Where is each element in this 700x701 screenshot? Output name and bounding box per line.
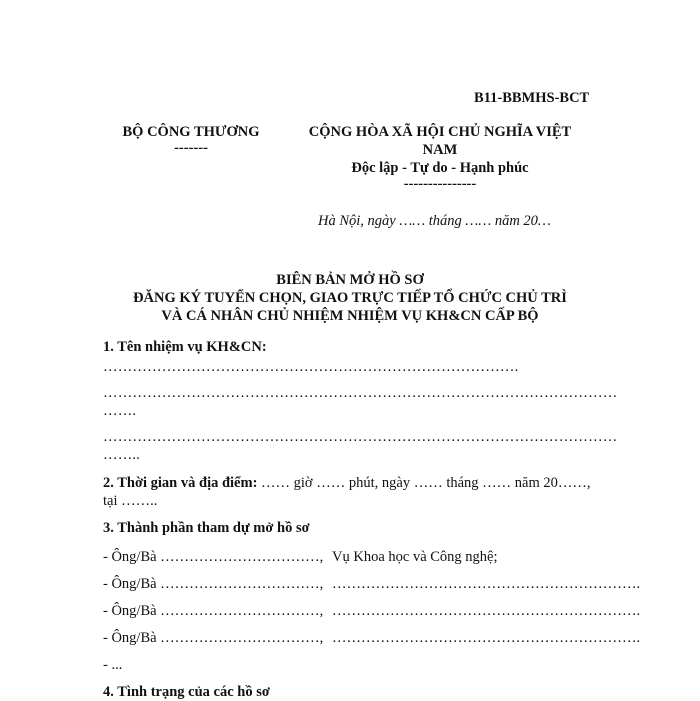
participant-row-unit: ………………………………………………………. bbox=[332, 603, 641, 619]
section3-heading: 3. Thành phần tham dự mở hồ sơ bbox=[103, 520, 310, 536]
doc-title-line1: BIÊN BẢN MỞ HỒ SƠ bbox=[276, 272, 424, 288]
place-date: Hà Nội, ngày …… tháng …… năm 20… bbox=[318, 213, 551, 229]
doc-title-line3: VÀ CÁ NHÂN CHỦ NHIỆM NHIỆM VỤ KH&CN CẤP BỘ bbox=[161, 308, 539, 324]
section1-heading: 1. Tên nhiệm vụ KH&CN: bbox=[103, 339, 267, 355]
participant-row-name: - Ông/Bà ……………………………, bbox=[103, 549, 324, 565]
task-name-line3-cont: …….. bbox=[103, 447, 141, 463]
place-line: tại …….. bbox=[103, 493, 158, 509]
ministry-rule: ------- bbox=[174, 140, 208, 156]
task-name-line3: …………………………………………………………………………………………… bbox=[103, 429, 618, 445]
task-name-line2-cont: ……. bbox=[103, 403, 137, 419]
time-place-line bbox=[103, 475, 591, 492]
time-place-text: …… giờ …… phút, ngày …… tháng …… năm 20……, bbox=[257, 475, 591, 491]
participant-row-unit: ………………………………………………………. bbox=[332, 630, 641, 646]
participant-row-name: - Ông/Bà ……………………………, bbox=[103, 576, 324, 592]
doc-title-line2: ĐĂNG KÝ TUYỂN CHỌN, GIAO TRỰC TIẾP TỔ CHỨC CHỦ TRÌ bbox=[133, 290, 567, 306]
ministry-name: BỘ CÔNG THƯƠNG bbox=[122, 124, 260, 140]
national-motto: Độc lập - Tự do - Hạnh phúc bbox=[351, 160, 529, 176]
section4-heading: 4. Tình trạng của các hồ sơ bbox=[103, 684, 270, 700]
task-name-line2: …………………………………………………………………………………………… bbox=[103, 385, 618, 401]
task-name-line1: …………………………………………………………………………. bbox=[103, 359, 519, 375]
participant-row-unit: Vụ Khoa học và Công nghệ; bbox=[332, 549, 498, 565]
republic-name-line2: NAM bbox=[422, 142, 458, 158]
republic-name-line1: CỘNG HÒA XÃ HỘI CHỦ NGHĨA VIỆT bbox=[308, 124, 572, 140]
participant-more: - ... bbox=[103, 657, 123, 673]
participant-row-unit: ………………………………………………………. bbox=[332, 576, 641, 592]
participant-row-name: - Ông/Bà ……………………………, bbox=[103, 630, 324, 646]
participant-row-name: - Ông/Bà ……………………………, bbox=[103, 603, 324, 619]
motto-rule: --------------- bbox=[403, 176, 477, 192]
form-code: B11-BBMHS-BCT bbox=[474, 90, 590, 106]
section2-heading: 2. Thời gian và địa điểm: bbox=[103, 475, 258, 491]
